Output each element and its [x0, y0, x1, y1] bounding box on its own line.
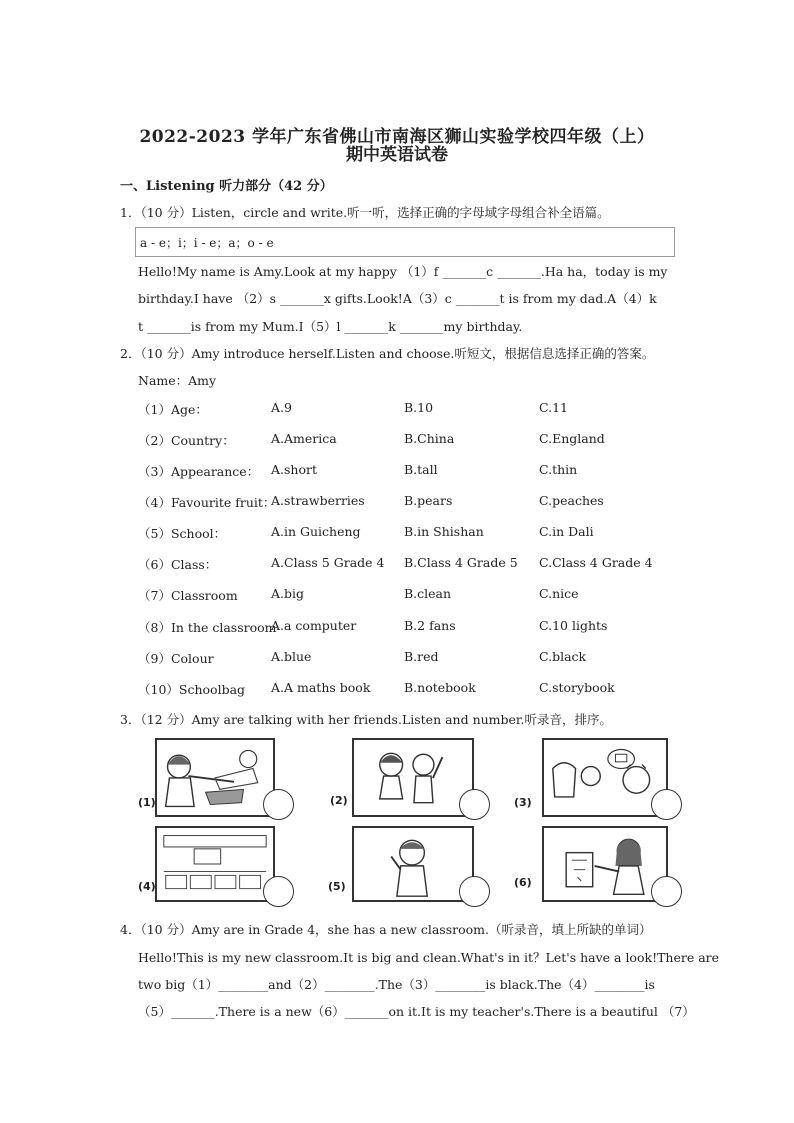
q2-item-label: （5）School： [138, 526, 227, 541]
q2-option-a[interactable]: A.big [271, 586, 305, 601]
q1-passage-line-3: t _______is from my Mum.I（5）l _______k _______my birthday. [138, 319, 523, 334]
picture-5-answer-circle[interactable] [459, 876, 490, 907]
exam-subtitle: 期中英语试卷 [346, 145, 448, 165]
q1-passage-line-2: birthday.I have （2）s _______x gifts.Look!A（3）c _______t is from my dad.A（4）k [138, 291, 657, 306]
q2-option-c[interactable]: C.Class 4 Grade 4 [539, 555, 653, 570]
q2-option-a[interactable]: A.short [271, 462, 317, 477]
q2-item-label: （7）Classroom [138, 588, 238, 603]
q2-option-c[interactable]: C.black [539, 649, 587, 664]
q2-option-b[interactable]: B.China [404, 431, 455, 446]
q2-option-b[interactable]: B.clean [404, 586, 452, 601]
q4-passage-line-2: two big（1）________and（2）________.The（3）________is black.The（4）________is [138, 977, 655, 992]
q4-passage-line-3: （5）_______.There is a new（6）_______on it.It is my teacher's.There is a beautiful （7） [138, 1004, 695, 1019]
picture-4-label: (4) [138, 880, 156, 893]
picture-3-label: (3) [514, 796, 532, 809]
q2-option-a[interactable]: A.America [271, 431, 337, 446]
q2-option-c[interactable]: C.thin [539, 462, 578, 477]
q4-stem: 4．（10 分）Amy are in Grade 4，she has a new classroom.（听录音，填上所缺的单词） [120, 922, 652, 937]
picture-5 [352, 826, 474, 902]
q1-word-box: a - e；i；i - e；a；o - e [135, 227, 675, 257]
q2-option-a[interactable]: A.strawberries [271, 493, 365, 508]
picture-2-answer-circle[interactable] [459, 789, 490, 820]
picture-6-label: (6) [514, 876, 532, 889]
q2-option-c[interactable]: C.peaches [539, 493, 604, 508]
q2-option-b[interactable]: B.pears [404, 493, 453, 508]
q2-option-b[interactable]: B.2 fans [404, 618, 456, 633]
q2-option-b[interactable]: B.in Shishan [404, 524, 484, 539]
q2-option-a[interactable]: A.blue [271, 649, 312, 664]
q4-passage-line-1: Hello!This is my new classroom.It is big and clean.What's in it？Let's have a look!There are [138, 950, 720, 965]
picture-5-label: (5) [328, 880, 346, 893]
q1-passage-line-1: Hello!My name is Amy.Look at my happy （1）f _______c _______.Ha ha，today is my [138, 264, 668, 279]
q2-option-a[interactable]: A.Class 5 Grade 4 [271, 555, 385, 570]
q2-option-a[interactable]: A.a computer [271, 618, 357, 633]
picture-1 [155, 738, 275, 817]
q2-option-a[interactable]: A.A maths book [271, 680, 371, 695]
q2-name: Name：Amy [138, 373, 217, 388]
exam-title: 2022-2023 学年广东省佛山市南海区狮山实验学校四年级（上） [139, 127, 655, 147]
q2-item-label: （4）Favourite fruit： [138, 495, 276, 510]
picture-4 [155, 826, 275, 902]
q2-option-c[interactable]: C.England [539, 431, 605, 446]
q3-stem: 3．（12 分）Amy are talking with her friends.Listen and number.听录音，排序。 [120, 712, 613, 727]
q2-option-b[interactable]: B.red [404, 649, 439, 664]
q2-option-c[interactable]: C.10 lights [539, 618, 608, 633]
q2-option-b[interactable]: B.tall [404, 462, 438, 477]
q2-option-b[interactable]: B.notebook [404, 680, 476, 695]
q2-option-a[interactable]: A.9 [271, 400, 292, 415]
picture-1-answer-circle[interactable] [263, 789, 294, 820]
picture-2-label: (2) [330, 794, 348, 807]
q2-item-label: （9）Colour [138, 651, 214, 666]
q2-option-b[interactable]: B.10 [404, 400, 434, 415]
q2-item-label: （8）In the classroom [138, 620, 277, 635]
q2-option-c[interactable]: C.11 [539, 400, 568, 415]
q2-item-label: （1）Age： [138, 402, 208, 417]
picture-3-answer-circle[interactable] [651, 789, 682, 820]
picture-1-label: (1) [138, 796, 156, 809]
picture-4-answer-circle[interactable] [263, 876, 294, 907]
q1-stem: 1．（10 分）Listen，circle and write.听一听，选择正确的字母域字母组合补全语篇。 [120, 205, 610, 220]
q2-option-c[interactable]: C.nice [539, 586, 579, 601]
q2-option-b[interactable]: B.Class 4 Grade 5 [404, 555, 518, 570]
q2-item-label: （10）Schoolbag [138, 682, 246, 697]
q2-item-label: （6）Class： [138, 557, 218, 572]
q2-stem: 2．（10 分）Amy introduce herself.Listen and choose.听短文，根据信息选择正确的答案。 [120, 346, 655, 361]
q2-option-c[interactable]: C.in Dali [539, 524, 594, 539]
q2-item-label: （2）Country： [138, 433, 235, 448]
q2-item-label: （3）Appearance： [138, 464, 260, 479]
q2-option-c[interactable]: C.storybook [539, 680, 615, 695]
picture-2 [352, 738, 474, 817]
picture-6 [542, 826, 668, 902]
picture-6-answer-circle[interactable] [651, 876, 682, 907]
picture-3 [542, 738, 668, 817]
q2-option-a[interactable]: A.in Guicheng [271, 524, 361, 539]
section-heading: 一、Listening 听力部分（42 分） [120, 179, 333, 194]
